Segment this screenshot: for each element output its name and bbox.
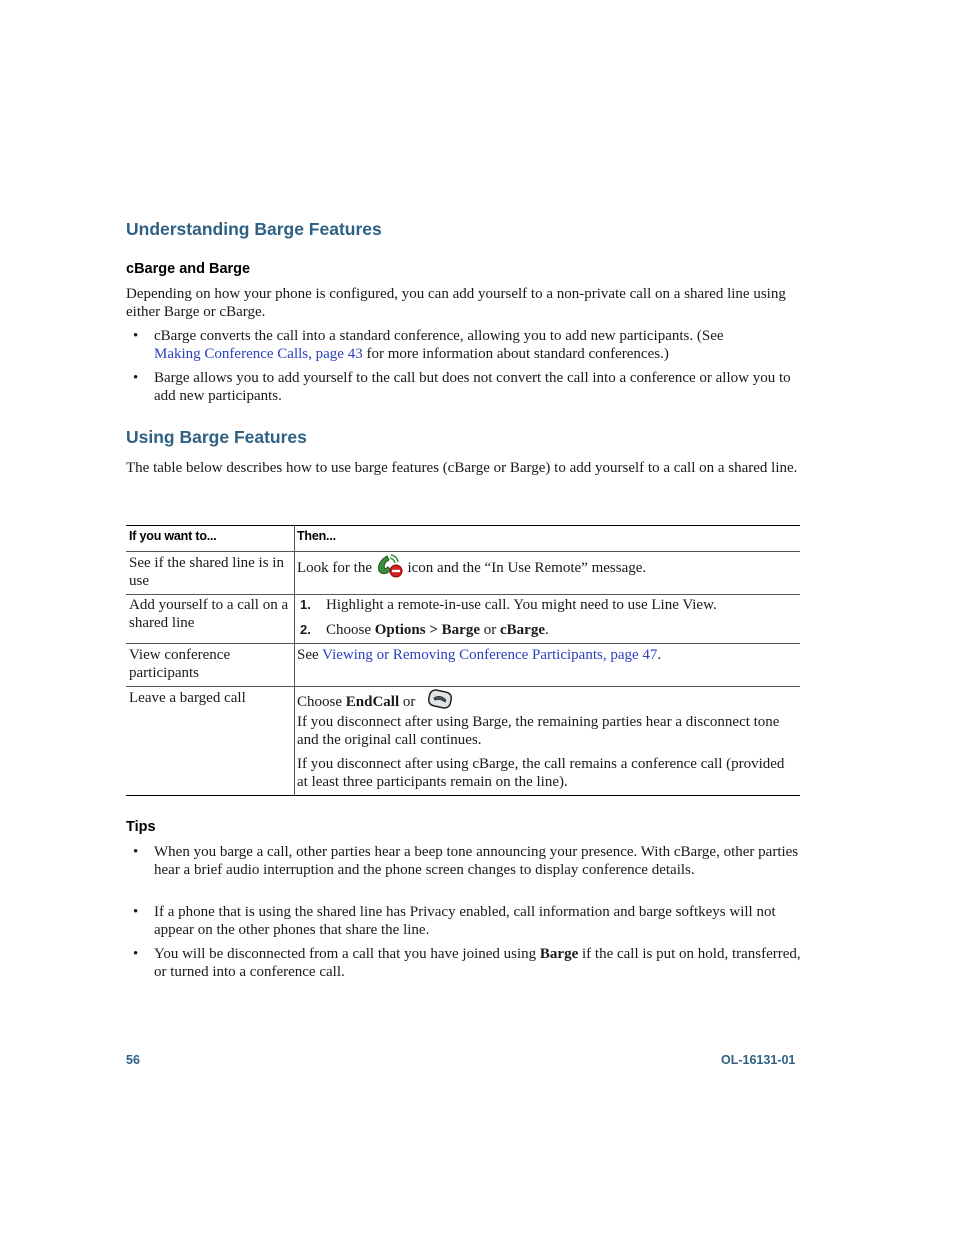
in-use-remote-icon (376, 554, 404, 583)
endcall-softkey-label: EndCall (345, 693, 400, 710)
tip3-post: if the call is put on hold, transferred, or turned into a conference call. (154, 946, 801, 980)
row4-action: Leave a barged call (129, 690, 246, 706)
table-rule (126, 795, 800, 796)
options-softkey-label: Options (374, 622, 426, 638)
table-column-divider (294, 525, 295, 796)
subheading-cbarge-and-barge: cBarge and Barge (126, 261, 251, 277)
bullet-marker: • (133, 946, 139, 962)
tip-disconnect (154, 945, 804, 981)
bullet-barge: Barge allows you to add yourself to the call but does not convert the call into a conference or allow you to add new participants. (154, 370, 791, 404)
row1-action: See if the shared line is in use (129, 555, 284, 589)
link-viewing-removing-participants[interactable]: Viewing or Removing Conference Participants, page 47 (322, 647, 658, 663)
bullet-cbarge (154, 327, 804, 363)
table-intro-paragraph: The table below describes how to use barge features (cBarge or Barge) to add yourself to a call on a shared line. (126, 460, 798, 476)
bullet-marker: • (133, 904, 139, 920)
page-number: 56 (126, 1053, 140, 1067)
row2-action: Add yourself to a call on a shared line (129, 597, 289, 631)
tips-heading: Tips (126, 819, 156, 835)
row3-instruction-pre: See (297, 647, 323, 663)
heading-understanding-barge: Understanding Barge Features (126, 219, 382, 239)
row3-instruction-end: . (657, 647, 662, 663)
row4-choose: Choose (297, 693, 346, 710)
row2-step2-or: or (480, 622, 500, 638)
row4-instruction-line1 (297, 689, 797, 716)
intro-paragraph: Depending on how your phone is configured, you can add yourself to a non-private call on a shared line using either Barge or cBarge. (126, 286, 786, 320)
table-rule (126, 525, 800, 526)
bullet-cbarge-tail: for more information about standard conferences.) (362, 346, 669, 362)
link-making-conference-calls[interactable]: Making Conference Calls, page 43 (154, 346, 363, 362)
row1-instruction-pre: Look for the (297, 559, 372, 576)
row2-step2-number: 2. (300, 622, 311, 637)
tip-beep-tone: When you barge a call, other parties hear a beep tone announcing your presence. With cBarge, other parties hear a brief audio interruption and the phone screen changes to display conference details. (154, 844, 799, 878)
bullet-cbarge-text: cBarge converts the call into a standard conference, allowing you to add new participants. (See (154, 328, 724, 344)
table-rule (126, 686, 800, 687)
barge-softkey-label: Barge (539, 946, 579, 962)
row4-cbarge-note: If you disconnect after using cBarge, the call remains a conference call (provided at least three participants remain on the line). (297, 756, 785, 790)
table-rule (126, 594, 800, 595)
bullet-marker: • (133, 844, 139, 860)
row1-instruction-post: icon and the “In Use Remote” message. (407, 559, 647, 576)
row2-step2-pre: Choose (326, 622, 375, 638)
tip-privacy: If a phone that is using the shared line has Privacy enabled, call information and barge softkeys will not appear on the other phones that share the line. (154, 904, 776, 938)
row3-instruction (297, 646, 797, 664)
document-id: OL-16131-01 (721, 1053, 796, 1067)
row2-step1-number: 1. (300, 597, 311, 612)
tip3-pre: You will be disconnected from a call that you have joined using (154, 946, 540, 962)
row3-action: View conference participants (129, 647, 231, 681)
row2-step2 (326, 621, 796, 639)
cbarge-softkey-label: cBarge (500, 622, 545, 638)
table-header-if-you-want: If you want to... (129, 529, 217, 543)
table-rule (126, 551, 800, 552)
barge-softkey-label: Barge (441, 622, 480, 638)
menu-separator: > (425, 622, 442, 638)
row4-barge-note: If you disconnect after using Barge, the remaining parties hear a disconnect tone and the original call continues. (297, 714, 780, 748)
bullet-marker: • (133, 370, 139, 386)
table-header-then: Then... (297, 529, 336, 543)
table-rule (126, 643, 800, 644)
end-call-button-icon (427, 689, 455, 716)
row2-step2-end: . (544, 622, 549, 638)
row4-or: or (399, 693, 416, 710)
row1-instruction (297, 554, 797, 583)
bullet-marker: • (133, 328, 139, 344)
row2-step1: Highlight a remote-in-use call. You might need to use Line View. (326, 597, 717, 613)
heading-using-barge: Using Barge Features (126, 427, 307, 447)
